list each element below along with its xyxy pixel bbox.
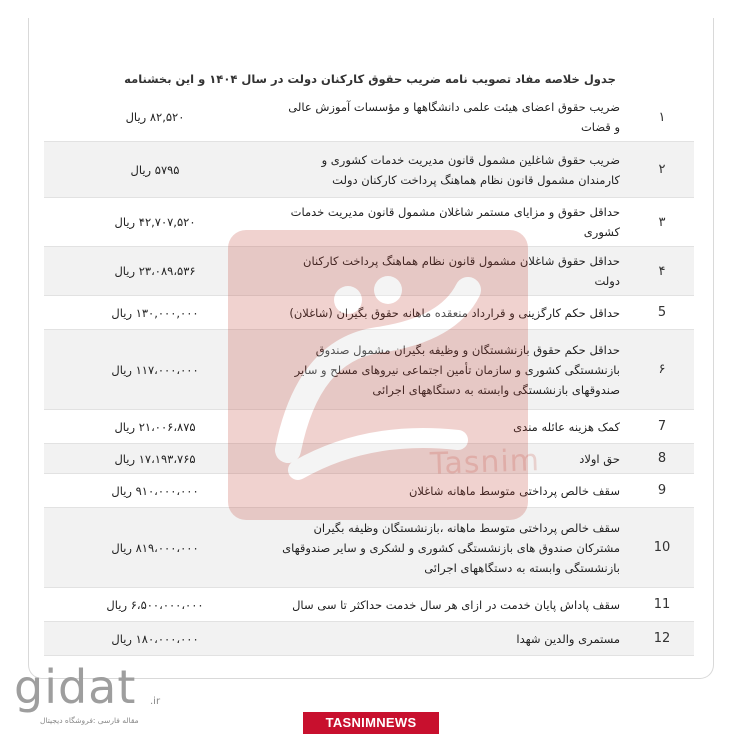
row-value: ۸۱۹،۰۰۰،۰۰۰ ریال <box>44 508 266 588</box>
row-number: 11 <box>630 588 694 622</box>
row-description: حداقل حقوق و مزایای مستمر شاغلان مشمول قانون مدیریت خدمات کشوری <box>266 198 630 247</box>
row-description: سقف خالص پرداختی متوسط ماهانه ،بازنشستگان وظیفه بگیران مشترکان صندوق های بازنشستگی کشوری و لشکری و سایر صندوقهای بازنشستگی وابسته به دستگاههای اجرائی <box>266 508 630 588</box>
row-number: 5 <box>630 296 694 330</box>
row-value: ۱۸۰،۰۰۰،۰۰۰ ریال <box>44 622 266 656</box>
row-value: ۱۱۷،۰۰۰،۰۰۰ ریال <box>44 330 266 410</box>
row-value: ۴۲,۷۰۷,۵۲۰ ریال <box>44 198 266 247</box>
table-row <box>44 247 694 296</box>
row-description: ضریب حقوق شاغلین مشمول قانون مدیریت خدمات کشوری و کارمندان مشمول قانون نظام هماهنگ پرداخت کارکنان دولت <box>266 142 630 198</box>
row-description: کمک هزینه عائله مندی <box>266 410 630 444</box>
row-description: حداقل حکم کارگزینی و قرارداد منعقده ماهانه حقوق بگیران (شاغلان) <box>266 296 630 330</box>
row-number: ۴ <box>630 247 694 296</box>
row-value: ۲۱،۰۰۶،۸۷۵ ریال <box>44 410 266 444</box>
table-row <box>44 198 694 247</box>
row-number: 8 <box>630 444 694 474</box>
row-number: 10 <box>630 508 694 588</box>
row-description: سقف خالص پرداختی متوسط ماهانه شاغلان <box>266 474 630 508</box>
row-value: ۵۷۹۵ ریال <box>44 142 266 198</box>
row-value: ۲۳،۰۸۹،۵۳۶ ریال <box>44 247 266 296</box>
row-value: ۸۲,۵۲۰ ریال <box>44 93 266 142</box>
gidat-logo: gidat <box>14 660 137 714</box>
row-number: ۳ <box>630 198 694 247</box>
row-number: 12 <box>630 622 694 656</box>
row-description: حداقل حکم حقوق بازنشستگان و وظیفه بگیران مشمول صندوق بازنشستگی کشوری و سازمان تأمین اجتماعی نیروهای مسلح و سایر صندوقهای بازنشستگی وابسته به دستگاههای اجرائی <box>266 330 630 410</box>
table-row <box>44 93 694 142</box>
row-description: ضریب حقوق اعضای هیئت علمی دانشگاهها و مؤسسات آموزش عالی و قضات <box>266 93 630 142</box>
table-row <box>44 588 694 622</box>
row-description: مستمری والدین شهدا <box>266 622 630 656</box>
row-value: ۱۳۰,۰۰۰,۰۰۰ ریال <box>44 296 266 330</box>
gidat-tagline: مقاله فارسی :فروشگاه دیجیتال <box>40 716 139 725</box>
gidat-logo-tld: .ir <box>150 696 161 707</box>
row-value: ۶،۵۰۰،۰۰۰،۰۰۰ ریال <box>44 588 266 622</box>
row-number: ۲ <box>630 142 694 198</box>
row-description: سقف پاداش پایان خدمت در ازای هر سال خدمت حداکثر تا سی سال <box>266 588 630 622</box>
table-row <box>44 330 694 410</box>
table-row <box>44 142 694 198</box>
row-number: 7 <box>630 410 694 444</box>
table-row <box>44 474 694 508</box>
summary-table <box>44 93 694 656</box>
table-row <box>44 622 694 656</box>
row-description: حداقل حقوق شاغلان مشمول قانون نظام هماهنگ پرداخت کارکنان دولت <box>266 247 630 296</box>
table-row <box>44 410 694 444</box>
row-value: ۹۱۰،۰۰۰،۰۰۰ ریال <box>44 474 266 508</box>
watermark-text: Tasnim <box>429 443 541 482</box>
row-number: ۱ <box>630 93 694 142</box>
table-row <box>44 508 694 588</box>
tasnimnews-badge: TASNIMNEWS <box>303 712 439 734</box>
row-value: ۱۷،۱۹۳،۷۶۵ ریال <box>44 444 266 474</box>
row-number: 9 <box>630 474 694 508</box>
row-description: حق اولاد <box>266 444 630 474</box>
table-row <box>44 296 694 330</box>
row-number: ۶ <box>630 330 694 410</box>
table-title: جدول خلاصه مفاد تصویب نامه ضریب حقوق کارکنان دولت در سال ۱۴۰۴ و این بخشنامه <box>124 72 616 86</box>
table-row <box>44 444 694 474</box>
